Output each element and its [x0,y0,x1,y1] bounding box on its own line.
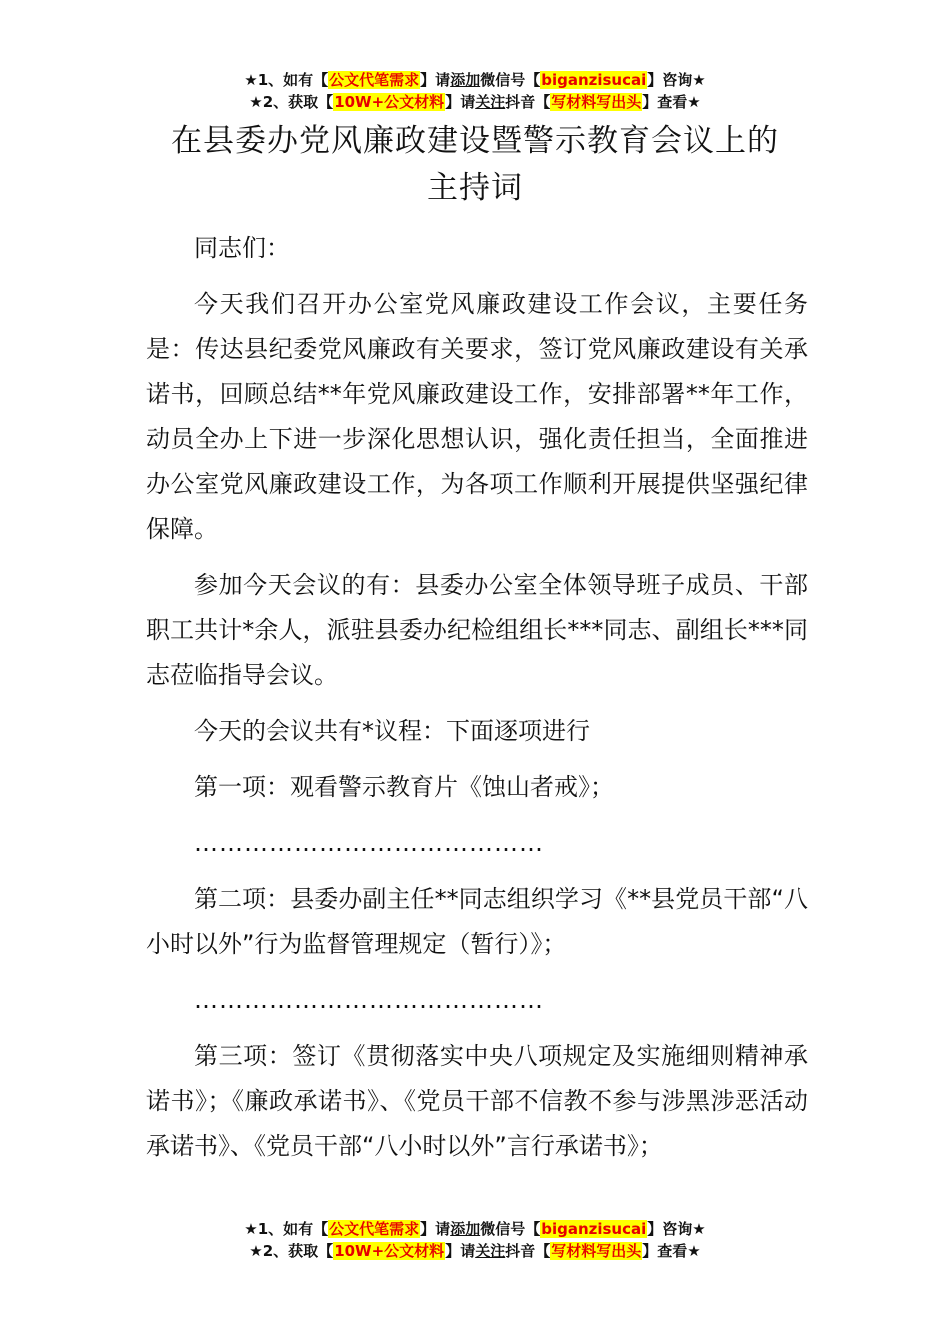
douyin-name-highlight: 写材料写出头 [551,93,642,111]
title-line-1: 在县委办党风廉政建设暨警示教育会议上的 [171,123,779,159]
promo-line-2: ★2、获取【10W+公文材料】请关注抖音【写材料写出头】查看★ [249,93,701,111]
header-promo-banner [0,69,950,113]
promo-line-1: ★1、如有【公文代笔需求】请添加微信号【biganzisucai】咨询★ [244,71,706,89]
ellipsis-separator: …………………………………… [194,829,544,857]
agenda-item-3: 第三项：签订《贯彻落实中央八项规定及实施细则精神承诺书》；《廉政承诺书》、《党员干部不信教不参与涉黑涉恶活动承诺书》、《党员干部“八小时以外”言行承诺书》； [146,1042,808,1160]
salutation: 同志们： [194,234,290,262]
title-line-2: 主持词 [427,170,523,206]
promo-highlight: 公文代笔需求 [329,71,420,89]
promo-highlight: 10W+公文材料 [334,93,445,111]
agenda-item-2: 第二项：县委办副主任**同志组织学习《**县党员干部“八小时以外”行为监督管理规定（暂行）》； [146,885,808,958]
paragraph: 参加今天会议的有：县委办公室全体领导班子成员、干部职工共计*余人，派驻县委办纪检组组长***同志、副组长***同志莅临指导会议。 [146,571,808,689]
document-body [146,226,808,1180]
promo-line-2: ★2、获取【10W+公文材料】请关注抖音【写材料写出头】查看★ [249,1242,701,1260]
promo-highlight: 10W+公文材料 [334,1242,445,1260]
promo-highlight: 公文代笔需求 [329,1220,420,1238]
ellipsis-separator: …………………………………… [194,986,544,1014]
douyin-name-highlight: 写材料写出头 [551,1242,642,1260]
document-title [110,118,840,212]
paragraph: 今天的会议共有*议程：下面逐项进行 [194,717,590,745]
wechat-id-highlight: biganzisucai [541,1220,647,1238]
footer-promo-banner [0,1218,950,1262]
promo-line-1: ★1、如有【公文代笔需求】请添加微信号【biganzisucai】咨询★ [244,1220,706,1238]
wechat-id-highlight: biganzisucai [541,71,647,89]
paragraph: 今天我们召开办公室党风廉政建设工作会议，主要任务是：传达县纪委党风廉政有关要求，签订党风廉政建设有关承诺书，回顾总结**年党风廉政建设工作，安排部署**年工作，动员全办上下进一步深化思想认识，强化责任担当，全面推进办公室党风廉政建设工作，为各项工作顺利开展提供坚强纪律保障。 [146,290,808,543]
agenda-item-1: 第一项：观看警示教育片《蚀山者戒》； [194,773,614,801]
